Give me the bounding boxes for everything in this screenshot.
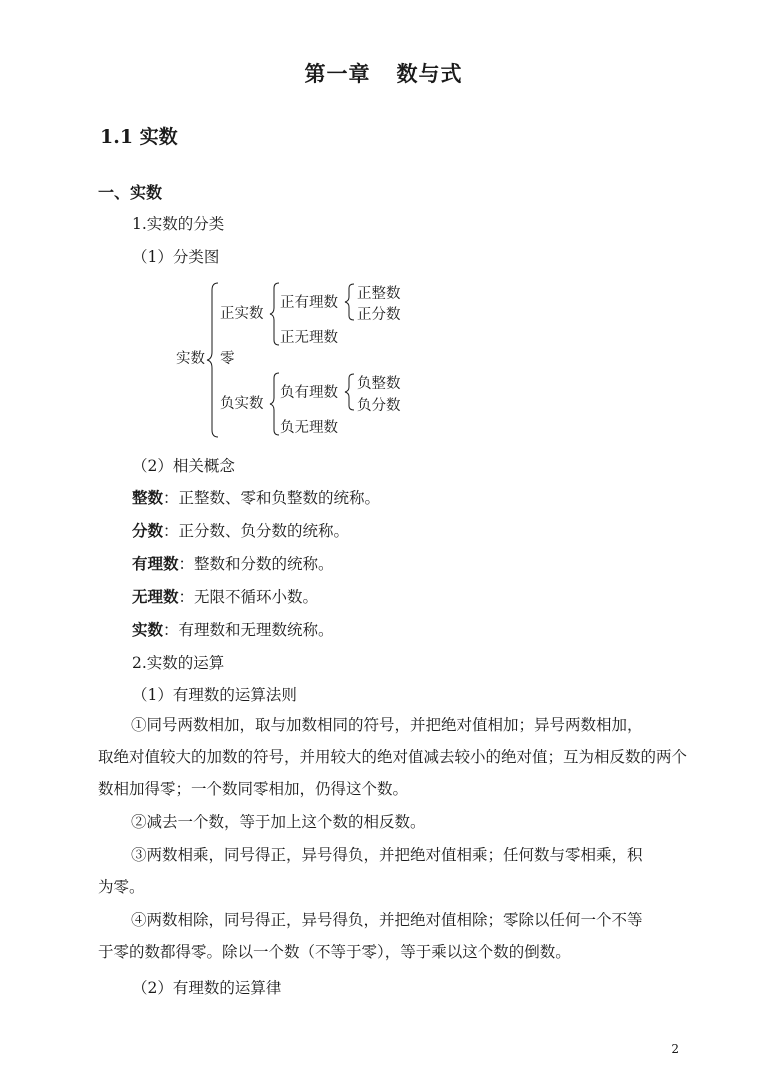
concept-term: 有理数 <box>132 554 179 573</box>
tree-negative-fraction: 负分数 <box>357 398 401 414</box>
concept-term: 整数 <box>132 488 164 507</box>
concept-term: 分数 <box>132 521 164 540</box>
tree-positive-fraction: 正分数 <box>357 307 401 323</box>
tree-negative-real: 负实数 <box>220 396 264 412</box>
concept-definition: ：整数和分数的统称。 <box>178 555 334 573</box>
concept-definition: ：正分数、负分数的统称。 <box>163 522 350 540</box>
concept-term: 无理数 <box>132 587 179 606</box>
chapter-name: 数与式 <box>396 61 463 86</box>
heading-operations: 2.实数的运算 <box>132 654 225 672</box>
heading-concepts: （2）相关概念 <box>132 457 235 475</box>
rule-first-line: ①同号两数相加，取与加数相同的符号，并把绝对值相加；异号两数相加， <box>131 716 643 734</box>
concept-term: 实数 <box>132 620 164 639</box>
tree-positive-irrational: 正无理数 <box>280 330 338 346</box>
heading-classification-chart: （1）分类图 <box>132 248 220 266</box>
rule-continuation: 取绝对值较大的加数的符号，并用较大的绝对值减去较小的绝对值；互为相反数的两个数相加得零；一个数同零相加，仍得这个数。 <box>98 748 688 798</box>
concept-rational <box>132 552 334 574</box>
rule-multiplication <box>98 839 688 903</box>
concept-integer <box>132 486 380 508</box>
root-brace <box>206 282 220 438</box>
tree-zero: 零 <box>220 351 235 367</box>
rule-addition <box>98 709 688 805</box>
chapter-number: 第一章 <box>304 61 371 86</box>
tree-negative-irrational: 负无理数 <box>280 420 338 436</box>
positive-rational-brace <box>344 283 356 321</box>
chapter-title <box>0 58 767 88</box>
tree-positive-integer: 正整数 <box>357 286 401 302</box>
concept-fraction <box>132 519 349 541</box>
section-title: 1.1 实数 <box>100 126 178 148</box>
negative-rational-brace <box>344 373 356 411</box>
tree-negative-integer: 负整数 <box>357 376 401 392</box>
rule-first-line: ④两数相除，同号得正，异号得负，并把绝对值相除；零除以任何一个不等 <box>131 911 643 929</box>
rule-division <box>98 904 688 968</box>
concept-definition: ：无限不循环小数。 <box>178 588 319 606</box>
tree-negative-rational: 负有理数 <box>280 385 338 401</box>
concept-real <box>132 618 334 640</box>
heading-classification: 1.实数的分类 <box>132 215 225 233</box>
tree-positive-rational: 正有理数 <box>280 295 338 311</box>
tree-positive-real: 正实数 <box>220 306 264 322</box>
concept-definition: ：正整数、零和负整数的统称。 <box>163 489 381 507</box>
rule-first-line: ③两数相乘，同号得正，异号得负，并把绝对值相乘；任何数与零相乘，积 <box>131 846 643 864</box>
subsection-title: 一、实数 <box>98 183 163 202</box>
heading-rules: （1）有理数的运算法则 <box>132 686 297 704</box>
rule-subtraction <box>98 806 688 838</box>
concept-irrational <box>132 585 318 607</box>
rule-continuation: 为零。 <box>98 878 145 896</box>
page-number: 2 <box>671 1042 679 1056</box>
heading-laws: （2）有理数的运算律 <box>132 979 282 997</box>
rule-continuation: 于零的数都得零。除以一个数（不等于零），等于乘以这个数的倒数。 <box>98 943 571 961</box>
concept-definition: ：有理数和无理数统称。 <box>163 621 334 639</box>
tree-root: 实数 <box>176 351 205 367</box>
rule-first-line: ②减去一个数，等于加上这个数的相反数。 <box>131 813 426 831</box>
